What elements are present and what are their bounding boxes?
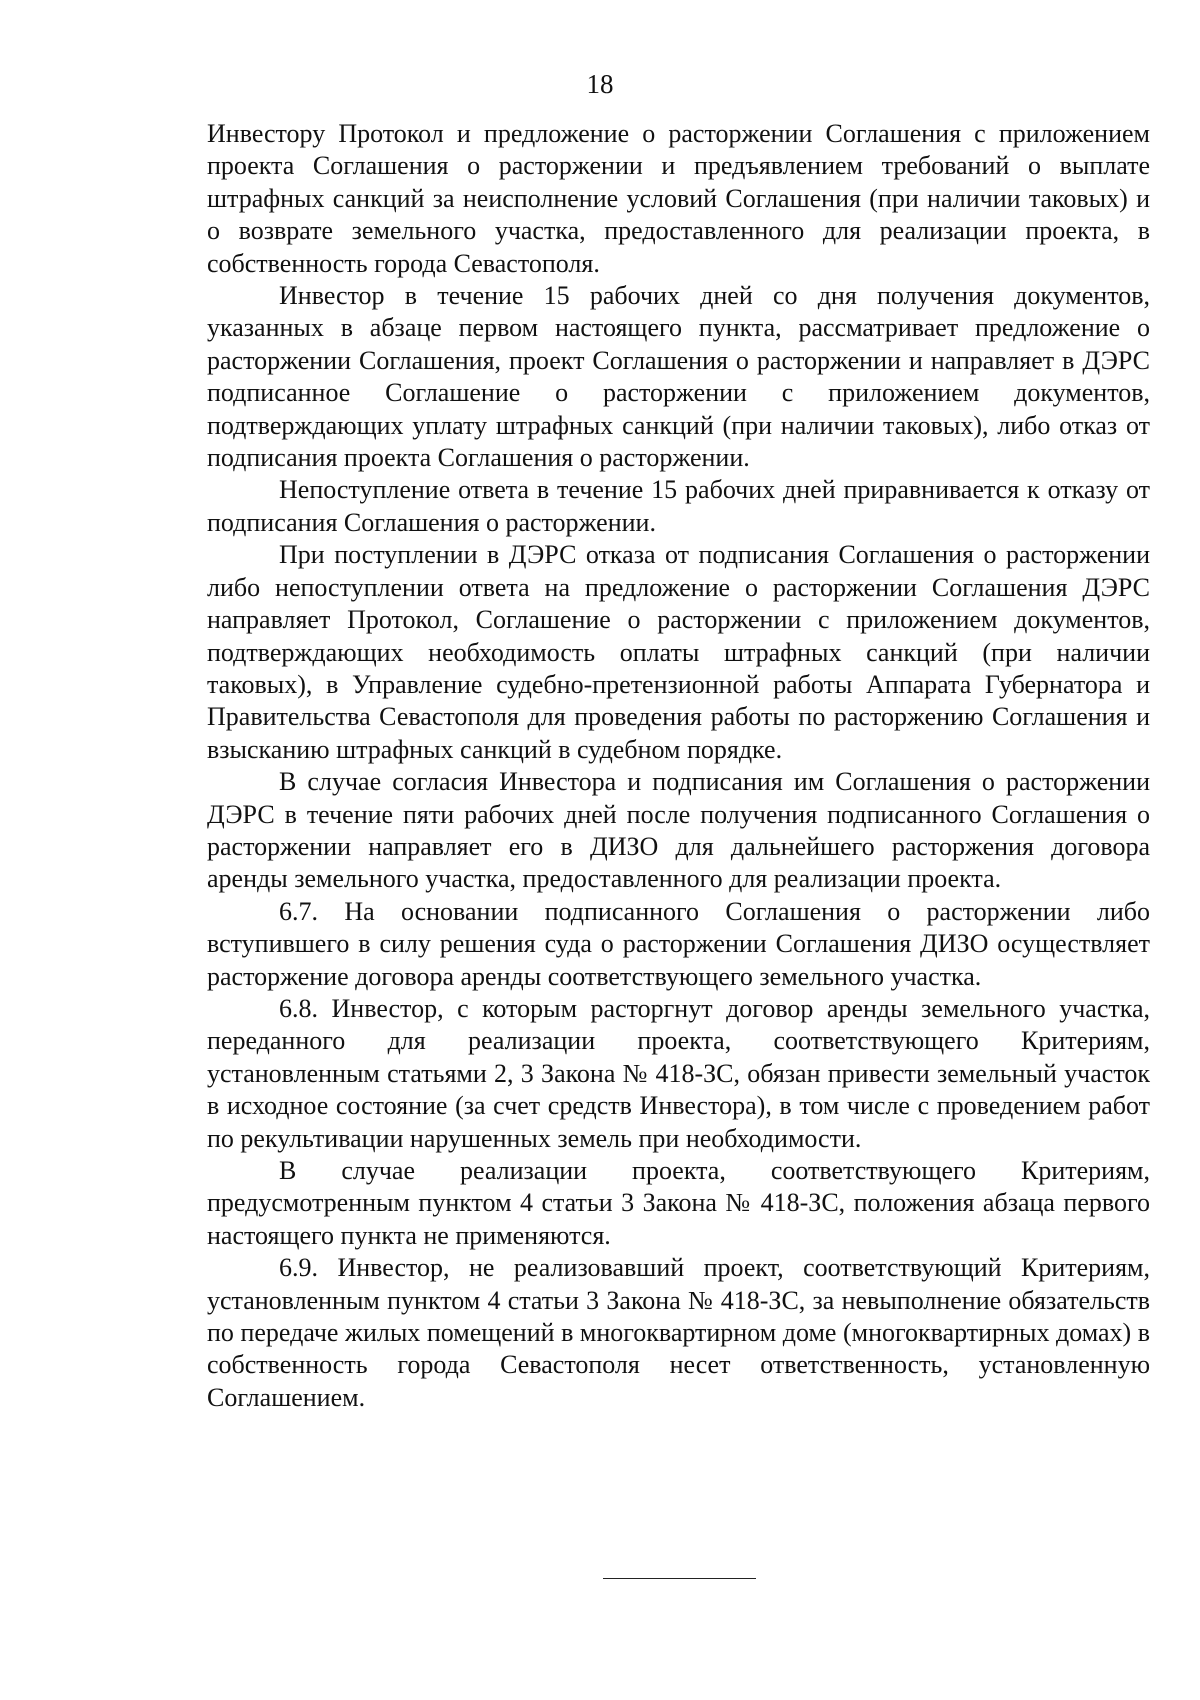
paragraph-continuation: Инвестору Протокол и предложение о расторжении Соглашения с приложением проекта Соглашения о расторжении и предъявлением требований о выплате штрафных санкций за неисполнение условий Соглашения (при наличии таковых) и о возврате земельного участка, предоставленного для реализации проекта, в собственность города Севастополя.: [207, 119, 1150, 278]
end-divider-line: [603, 1578, 756, 1579]
paragraph-no-response: Непоступление ответа в течение 15 рабочих дней приравнивается к отказу от подписания Соглашения о расторжении.: [207, 475, 1150, 537]
paragraph-6-8-exception: В случае реализации проекта, соответствующего Критериям, предусмотренным пунктом 4 статьи 3 Закона № 418-ЗС, положения абзаца первого настоящего пункта не применяются.: [207, 1156, 1150, 1250]
page-number: 18: [586, 69, 614, 99]
paragraph-6-9: 6.9. Инвестор, не реализовавший проект, соответствующий Критериям, установленным пунктом 4 статьи 3 Закона № 418-ЗС, за невыполнение обязательств по передаче жилых помещений в многоквартирном доме (многоквартирных домах) в собственность города Севастополя несет ответственность, установленную Соглашением.: [207, 1253, 1150, 1412]
paragraph-consent-procedure: В случае согласия Инвестора и подписания им Соглашения о расторжении ДЭРС в течение пяти рабочих дней после получения подписанного Соглашения о расторжении направляет его в ДИЗО для дальнейшего расторжения договора аренды земельного участка, предоставленного для реализации проекта.: [207, 767, 1150, 894]
document-body: [207, 118, 1150, 1414]
paragraph-6-7: 6.7. На основании подписанного Соглашения о расторжении либо вступившего в силу решения суда о расторжении Соглашения ДИЗО осуществляет расторжение договора аренды соответствующего земельного участка.: [207, 896, 1150, 991]
paragraph-6-8: 6.8. Инвестор, с которым расторгнут договор аренды земельного участка, переданного для реализации проекта, соответствующего Критериям, установленным статьями 2, 3 Закона № 418-ЗС, обязан привести земельный участок в исходное состояние (за счет средств Инвестора), в том числе с проведением работ по рекультивации нарушенных земель при необходимости.: [207, 993, 1150, 1153]
paragraph-refusal-procedure: При поступлении в ДЭРС отказа от подписания Соглашения о расторжении либо непоступлении ответа на предложение о расторжении Соглашения ДЭРС направляет Протокол, Соглашение о расторжении с приложением документов, подтверждающих необходимость оплаты штрафных санкций (при наличии таковых), в Управление судебно-претензионной работы Аппарата Губернатора и Правительства Севастополя для проведения работы по расторжению Соглашения и взысканию штрафных санкций в судебном порядке.: [207, 540, 1150, 764]
paragraph-investor-response: Инвестор в течение 15 рабочих дней со дня получения документов, указанных в абзаце первом настоящего пункта, рассматривает предложение о расторжении Соглашения, проект Соглашения о расторжении и направляет в ДЭРС подписанное Соглашение о расторжении с приложением документов, подтверждающих уплату штрафных санкций (при наличии таковых), либо отказ от подписания проекта Соглашения о расторжении.: [207, 281, 1150, 473]
